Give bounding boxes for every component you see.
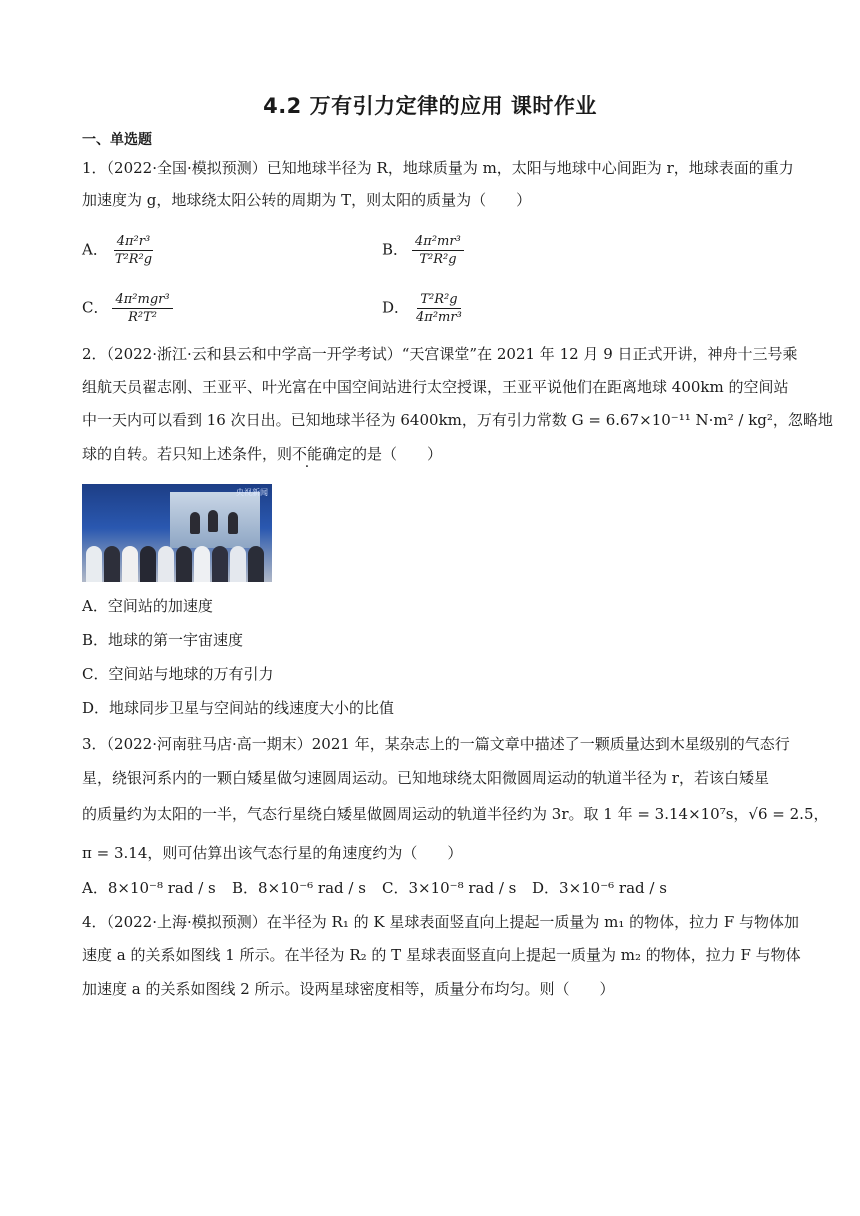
q2-line-3: 中一天内可以看到 16 次日出。已知地球半径为 6400km，万有引力常数 G = 6.67×10⁻¹¹ N·m² / kg²，忽略地 xyxy=(82,411,833,429)
student-figure xyxy=(176,546,192,582)
option-label: D． xyxy=(382,298,410,317)
q3-option-d[interactable]: D．3×10⁻⁶ rad / s xyxy=(532,879,667,897)
q1-option-c[interactable] xyxy=(82,292,173,325)
fraction: $\frac{\text{4π²mgr³}}{\text{R²T²}}$ xyxy=(112,292,172,325)
q4-line-2: 速度 a 的关系如图线 1 所示。在半径为 R₂ 的 T 星球表面竖直向上提起一质量为 m₂ 的物体，拉力 F 与物体 xyxy=(82,946,801,964)
q2-option-b[interactable]: B．地球的第一宇宙速度 xyxy=(82,631,244,649)
classroom-photo xyxy=(82,484,272,582)
fraction: $\frac{\text{4π²r³}}{\text{T²R²g}}$ xyxy=(114,234,153,267)
student-figure xyxy=(104,546,120,582)
student-figure xyxy=(158,546,174,582)
q4-line-3: 加速度 a 的关系如图线 2 所示。设两星球密度相等，质量分布均匀。则（ ） xyxy=(82,980,615,998)
option-label: B． xyxy=(382,240,409,259)
q1-line-2: 加速度为 g，地球绕太阳公转的周期为 T，则太阳的质量为（ ） xyxy=(82,191,532,209)
q4-line-1: 4．（2022·上海·模拟预测）在半径为 R₁ 的 K 星球表面竖直向上提起一质量为 m₁ 的物体，拉力 F 与物体加 xyxy=(82,913,800,931)
q2-option-c[interactable]: C．空间站与地球的万有引力 xyxy=(82,665,274,683)
q2-line-4: 球的自转。若只知上述条件，则不能确定的是（ ） xyxy=(82,445,443,463)
q3-line-4: π = 3.14，则可估算出该气态行星的角速度约为（ ） xyxy=(82,844,463,862)
option-label: C． xyxy=(82,298,109,317)
student-figure xyxy=(140,546,156,582)
q1-option-a[interactable] xyxy=(82,234,155,267)
photo-watermark: 央视新闻 xyxy=(236,488,268,497)
q3-line-3: 的质量约为太阳的一半，气态行星绕白矮星做圆周运动的轨道半径约为 3r。取 1 年 = 3.14×10⁷s，√6 = 2.5， xyxy=(82,805,829,823)
q1-option-d[interactable] xyxy=(382,292,465,325)
astronaut-figure xyxy=(208,510,218,532)
q3-line-1: 3．（2022·河南驻马店·高一期末）2021 年，某杂志上的一篇文章中描述了一颗质量达到木星级别的气态行 xyxy=(82,735,790,753)
q3-option-b[interactable]: B．8×10⁻⁶ rad / s xyxy=(232,879,366,897)
q2-option-d[interactable]: D．地球同步卫星与空间站的线速度大小的比值 xyxy=(82,699,395,717)
fraction: $\frac{\text{4π²mr³}}{\text{T²R²g}}$ xyxy=(412,234,464,267)
option-label: A． xyxy=(82,240,108,259)
student-figure xyxy=(86,546,102,582)
student-figure xyxy=(248,546,264,582)
q3-option-a[interactable]: A．8×10⁻⁸ rad / s xyxy=(82,879,216,897)
astronaut-figure xyxy=(228,512,238,534)
student-figure xyxy=(212,546,228,582)
student-figure xyxy=(194,546,210,582)
q2-line-1: 2．（2022·浙江·云和县云和中学高一开学考试）“天宫课堂”在 2021 年 12 月 9 日正式开讲，神舟十三号乘 xyxy=(82,345,798,363)
q2-option-a[interactable]: A．空间站的加速度 xyxy=(82,597,213,615)
section-heading: 一、单选题 xyxy=(82,132,152,148)
q2-line-2: 组航天员翟志刚、王亚平、叶光富在中国空间站进行太空授课，王亚平说他们在距离地球 400km 的空间站 xyxy=(82,378,789,396)
q3-line-2: 星，绕银河系内的一颗白矮星做匀速圆周运动。已知地球绕太阳微圆周运动的轨道半径为 r，若该白矮星 xyxy=(82,769,769,787)
student-figure xyxy=(230,546,246,582)
astronaut-figure xyxy=(190,512,200,534)
emphasis-text: 不能 xyxy=(292,445,323,463)
q3-option-c[interactable]: C．3×10⁻⁸ rad / s xyxy=(382,879,517,897)
q1-line-1: 1．（2022·全国·模拟预测）已知地球半径为 R，地球质量为 m，太阳与地球中心间距为 r，地球表面的重力 xyxy=(82,159,794,177)
student-figure xyxy=(122,546,138,582)
q1-option-b[interactable] xyxy=(382,234,464,267)
fraction: $\frac{\text{T²R²g}}{\text{4π²mr³}}$ xyxy=(416,292,462,325)
page-title: 4.2 万有引力定律的应用 课时作业 xyxy=(263,94,597,118)
